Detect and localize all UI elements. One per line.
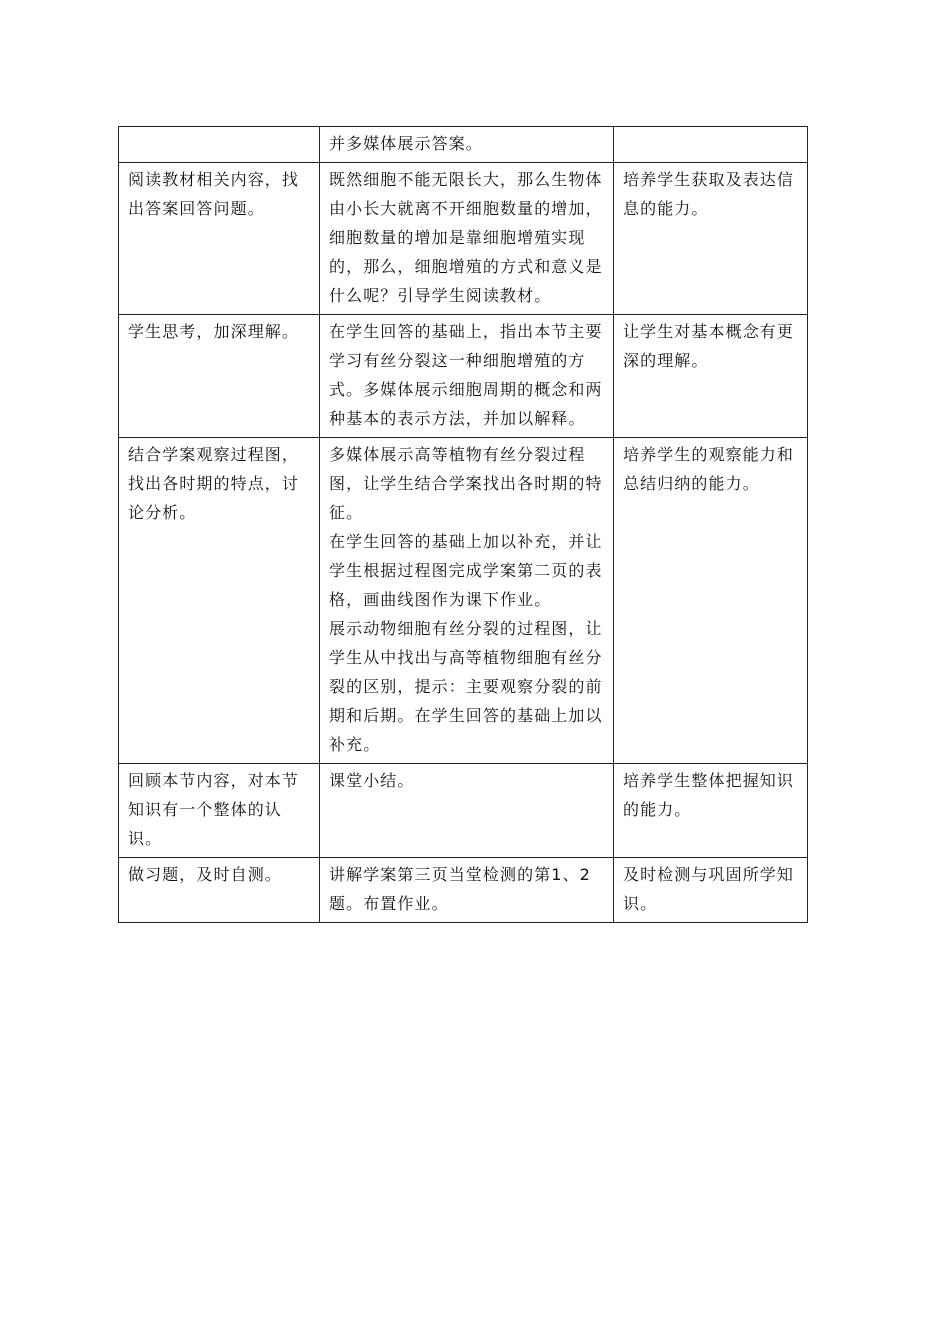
- design-intent-cell: 培养学生获取及表达信息的能力。: [614, 163, 808, 315]
- table-row: [119, 127, 808, 163]
- table-row: [119, 315, 808, 438]
- teacher-activity-cell: [320, 858, 614, 923]
- teacher-activity-cell: [320, 315, 614, 438]
- teacher-activity-paragraph: 展示动物细胞有丝分裂的过程图，让学生从中找出与高等植物细胞有丝分裂的区别，提示：主要观察分裂的前期和后期。在学生回答的基础上加以补充。: [329, 619, 603, 754]
- teacher-activity-cell: [320, 438, 614, 764]
- student-activity-cell: 结合学案观察过程图，找出各时期的特点，讨论分析。: [119, 438, 320, 764]
- design-intent-cell: 培养学生的观察能力和总结归纳的能力。: [614, 438, 808, 764]
- student-activity-cell: 阅读教材相关内容，找出答案回答问题。: [119, 163, 320, 315]
- table-row: [119, 163, 808, 315]
- teacher-activity-paragraph: 课堂小结。: [329, 771, 415, 790]
- teacher-activity-paragraph: 在学生回答的基础上，指出本节主要学习有丝分裂这一种细胞增殖的方式。多媒体展示细胞周期的概念和两种基本的表示方法，并加以解释。: [329, 322, 603, 428]
- student-activity-cell: 回顾本节内容，对本节知识有一个整体的认识。: [119, 764, 320, 858]
- teacher-activity-cell: [320, 127, 614, 163]
- design-intent-cell: 培养学生整体把握知识的能力。: [614, 764, 808, 858]
- teacher-activity-cell: [320, 163, 614, 315]
- teacher-activity-paragraph: 讲解学案第三页当堂检测的第1、2题。布置作业。: [329, 865, 591, 913]
- teacher-activity-paragraph: 多媒体展示高等植物有丝分裂过程图，让学生结合学案找出各时期的特征。: [329, 445, 603, 522]
- table-row: [119, 764, 808, 858]
- design-intent-cell: 让学生对基本概念有更深的理解。: [614, 315, 808, 438]
- teacher-activity-paragraph: 既然细胞不能无限长大，那么生物体由小长大就离不开细胞数量的增加，细胞数量的增加是靠细胞增殖实现的，那么，细胞增殖的方式和意义是什么呢？引导学生阅读教材。: [329, 170, 603, 305]
- table-row: [119, 438, 808, 764]
- teacher-activity-paragraph: 并多媒体展示答案。: [329, 134, 483, 153]
- teacher-activity-cell: [320, 764, 614, 858]
- table-row: [119, 858, 808, 923]
- student-activity-cell: 学生思考，加深理解。: [119, 315, 320, 438]
- student-activity-cell: 做习题，及时自测。: [119, 858, 320, 923]
- student-activity-cell: [119, 127, 320, 163]
- lesson-plan-table: [118, 126, 808, 923]
- design-intent-cell: 及时检测与巩固所学知识。: [614, 858, 808, 923]
- design-intent-cell: [614, 127, 808, 163]
- teacher-activity-paragraph: 在学生回答的基础上加以补充，并让学生根据过程图完成学案第二页的表格，画曲线图作为课下作业。: [329, 532, 603, 609]
